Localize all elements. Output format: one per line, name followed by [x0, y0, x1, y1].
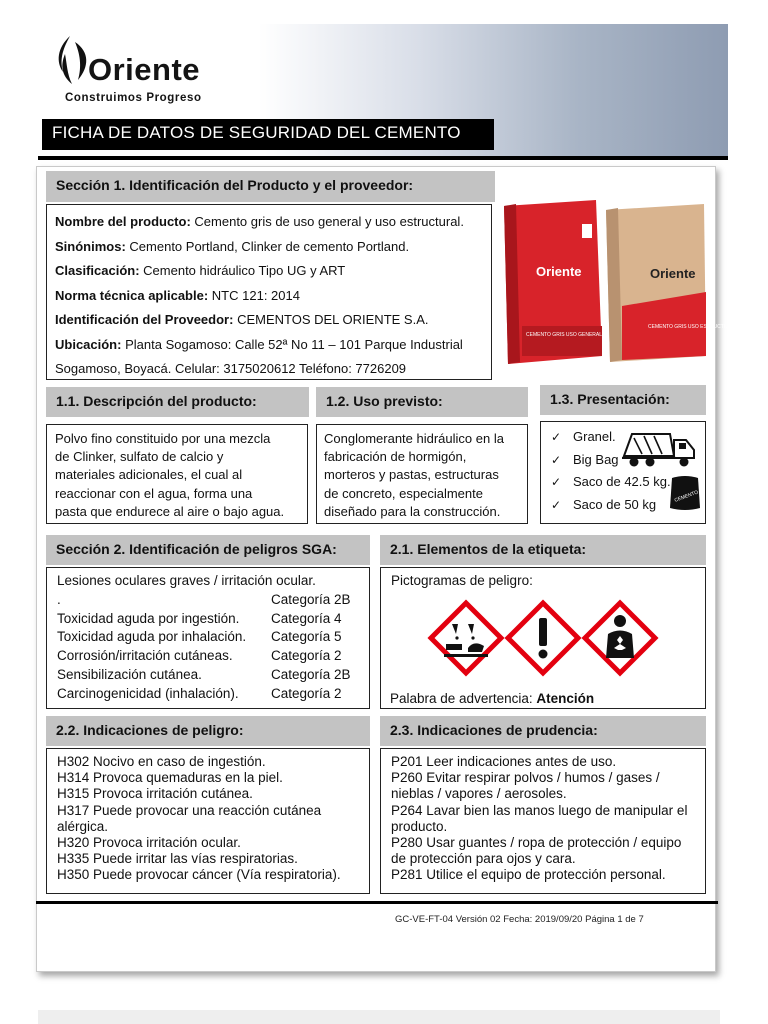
tan-bag-label: CEMENTO GRIS USO ESTRUCTURAL ART 42.5 kg	[648, 324, 766, 330]
precautionary-statement: de protección para ojos y cara.	[391, 851, 576, 867]
desc-line: de Clinker, sulfato de calcio y	[55, 449, 224, 465]
corrosion-pictogram-icon	[428, 600, 504, 676]
supplier-row: Identificación del Proveedor: CEMENTOS DEL ORIENTE S.A.	[55, 312, 429, 327]
red-bag-label: CEMENTO GRIS USO GENERAL	[526, 332, 603, 338]
presentacion-item: ✓ Saco de 50 kg	[549, 494, 697, 517]
hazard-statement: alérgica.	[57, 818, 109, 834]
svg-text:Oriente: Oriente	[536, 264, 582, 279]
precautionary-statement: producto.	[391, 818, 448, 834]
hazard-statements-box	[46, 748, 370, 894]
precautionary-statement: P280 Usar guantes / ropa de protección / equipo	[391, 835, 682, 851]
uso-box	[316, 424, 528, 524]
uso-line: diseñado para la construcción.	[324, 503, 501, 519]
uso-line: morteros y pastas, estructuras	[324, 467, 499, 483]
hazard-statement: H350 Puede provocar cáncer (Vía respiratoria).	[57, 867, 341, 883]
logo-wordmark: Oriente	[88, 52, 201, 87]
synonyms-row: Sinónimos: Cemento Portland, Clinker de cemento Portland.	[55, 238, 410, 254]
uso-line: Conglomerante hidráulico en la	[324, 431, 504, 446]
hazard-row: Carcinogenicidad (inhalación). Categoría 2	[57, 685, 342, 701]
next-page-edge	[38, 1010, 720, 1024]
precautionary-statement: P264 Lavar bien las manos luego de manipular el	[391, 802, 688, 818]
standard-row: Norma técnica aplicable: NTC 121: 2014	[55, 287, 300, 303]
hazard-statement: H302 Nocivo en caso de ingestión.	[57, 754, 266, 769]
section1-product-box	[46, 204, 492, 380]
presentacion-item: ✓ Granel.	[549, 426, 697, 449]
logo-tagline: Construimos Progreso	[65, 92, 202, 104]
check-icon: ✓	[551, 475, 562, 489]
uso-line: de concreto, especialmente	[324, 485, 483, 501]
presentacion-item: ✓ Big Bag	[549, 449, 697, 472]
document-footer: GC-VE-FT-04 Versión 02 Fecha: 2019/09/20 Página 1 de 7	[395, 914, 644, 925]
hazard-statement: H314 Provoca quemaduras en la piel.	[57, 770, 283, 786]
warning-word-line: Palabra de advertencia: Atención	[390, 691, 595, 706]
indicaciones-peligro-header: 2.2. Indicaciones de peligro:	[46, 716, 370, 746]
section1-header: Sección 1. Identificación del Producto y el proveedor:	[46, 171, 495, 202]
section2-header: Sección 2. Identificación de peligros SGA:	[46, 535, 370, 565]
location-row: Ubicación: Planta Sogamoso: Calle 52ª No 11 – 101 Parque Industrial	[55, 336, 463, 352]
product-name-row: Nombre del producto: Cemento gris de uso general y uso estructural.	[55, 214, 464, 229]
precautionary-statement: nieblas / vapores / aerosoles.	[391, 786, 567, 802]
desc-header: 1.1. Descripción del producto:	[46, 387, 309, 417]
hazard-classification-box	[46, 567, 370, 709]
precautionary-statements-box	[380, 748, 706, 894]
desc-line: reaccionar con el agua, forma una	[55, 485, 253, 501]
desc-line: materiales adicionales, el cual al	[55, 467, 243, 483]
hazard-row: . Categoría 2B	[57, 591, 351, 607]
cement-bags-image	[498, 196, 766, 372]
uso-line: fabricación de hormigón,	[324, 449, 467, 465]
address-row: Sogamoso, Boyacá. Celular: 3175020612 Teléfono: 7726209	[55, 361, 407, 376]
hazard-row: Corrosión/irritación cutáneas. Categoría 2	[57, 648, 342, 664]
truck-icon	[620, 428, 698, 468]
check-icon: ✓	[551, 430, 562, 444]
check-icon: ✓	[551, 452, 562, 467]
hazard-statement: H335 Puede irritar las vías respiratorias.	[57, 851, 298, 867]
desc-line: pasta que endurece al aire o bajo agua.	[55, 503, 285, 519]
indicaciones-prudencia-header: 2.3. Indicaciones de prudencia:	[380, 716, 706, 746]
precautionary-statement: P281 Utilice el equipo de protección personal.	[391, 867, 666, 883]
hazard-row: Toxicidad aguda por inhalación. Categoría 5	[57, 629, 342, 645]
pictograms-label: Pictogramas de peligro:	[391, 573, 533, 588]
precautionary-statement: P260 Evitar respirar polvos / humos / gases /	[391, 770, 660, 786]
header-divider	[38, 156, 728, 160]
etiqueta-header: 2.1. Elementos de la etiqueta:	[380, 535, 706, 565]
sack-icon-label: CEMENTO	[673, 489, 700, 504]
uso-header: 1.2. Uso previsto:	[316, 387, 528, 417]
svg-text:Oriente: Oriente	[650, 266, 696, 281]
desc-box	[46, 424, 308, 524]
hazard-first-line: Lesiones oculares graves / irritación ocular.	[57, 573, 316, 588]
hazard-statement: H315 Provoca irritación cutánea.	[57, 786, 253, 802]
hazard-statement: H317 Puede provocar una reacción cutánea	[57, 802, 322, 818]
footer-divider	[36, 901, 718, 904]
document-title: FICHA DE DATOS DE SEGURIDAD DEL CEMENTO	[42, 119, 494, 150]
hazard-row: Toxicidad aguda por ingestión. Categoría 4	[57, 610, 342, 626]
precautionary-statement: P201 Leer indicaciones antes de uso.	[391, 754, 617, 769]
classification-row: Clasificación: Cemento hidráulico Tipo UG y ART	[55, 263, 346, 278]
hazard-statement: H320 Provoca irritación ocular.	[57, 835, 241, 851]
presentacion-header: 1.3. Presentación:	[540, 385, 706, 415]
exclamation-pictogram-icon	[505, 600, 581, 676]
health-hazard-pictogram-icon	[582, 600, 658, 676]
check-icon: ✓	[551, 497, 562, 512]
hazard-row: Sensibilización cutánea. Categoría 2B	[57, 666, 351, 682]
presentacion-item: ✓ Saco de 42.5 kg.	[549, 471, 697, 494]
cement-sack-icon	[668, 474, 702, 512]
warning-word: Atención	[536, 691, 595, 706]
desc-line: Polvo fino constituido por una mezcla	[55, 431, 271, 446]
